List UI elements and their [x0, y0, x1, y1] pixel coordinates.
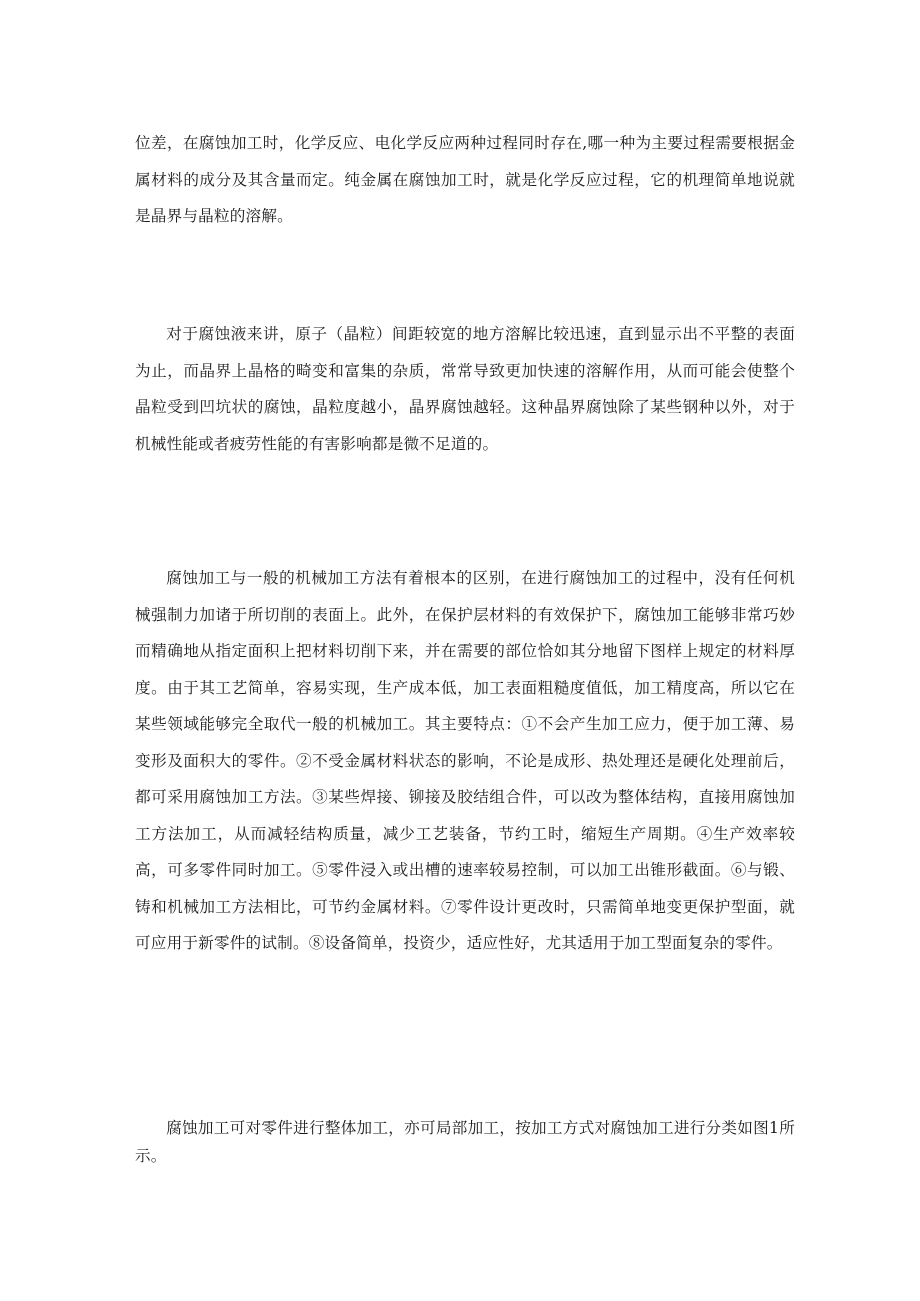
paragraph-corrosion-liquid: 对于腐蚀液来讲，原子（晶粒）间距较宽的地方溶解比较迅速，直到显示出不平整的表面为止，而晶界上晶格的畸变和富集的杂质，常常导致更加快速的溶解作用，从而可能会使整个晶粒受到凹坑状的腐蚀，晶粒度越小，晶界腐蚀越轻。这种晶界腐蚀除了某些钢种以外，对于机械性能或者疲劳性能的有害影响都是微不足道的。 [135, 325, 795, 453]
paragraph-machining-features: 腐蚀加工与一般的机械加工方法有着根本的区别，在进行腐蚀加工的过程中，没有任何机械强制力加诸于所切削的表面上。此外，在保护层材料的有效保护下，腐蚀加工能够非常巧妙而精确地从指定面积上把材料切削下来，并在需要的部位恰如其分地留下图样上规定的材料厚度。由于其工艺简单，容易实现，生产成本低，加工表面粗糙度值低，加工精度高，所以它在某些领域能够完全取代一般的机械加工。其主要特点：①不会产生加工应力，便于加工薄、易变形及面积大的零件。②不受金属材料状态的影响，不论是成形、热处理还是硬化处理前后，都可采用腐蚀加工方法。③某些焊接、铆接及胶结组合件，可以改为整体结构，直接用腐蚀加工方法加工，从而减轻结构质量，减少工艺装备，节约工时，缩短生产周期。④生产效率较高，可多零件同时加工。⑤零件浸入或出槽的速率较易控制，可以加工出锥形截面。⑥与锻、铸和机械加工方法相比，可节约金属材料。⑦零件设计更改时，只需简单地变更保护型面，就可应用于新零件的试制。⑧设备简单，投资少，适应性好，尤其适用于加工型面复杂的零件。 [135, 569, 795, 952]
paragraph-grain-dissolution: 位差，在腐蚀加工时，化学反应、电化学反应两种过程同时存在,哪一种为主要过程需要根据金属材料的成分及其含量而定。纯金属在腐蚀加工时，就是化学反应过程，它的机理简单地说就是晶界与晶粒的溶解。 [135, 134, 795, 225]
paragraph-classification: 腐蚀加工可对零件进行整体加工，亦可局部加工，按加工方式对腐蚀加工进行分类如图1所示。 [135, 1119, 795, 1165]
